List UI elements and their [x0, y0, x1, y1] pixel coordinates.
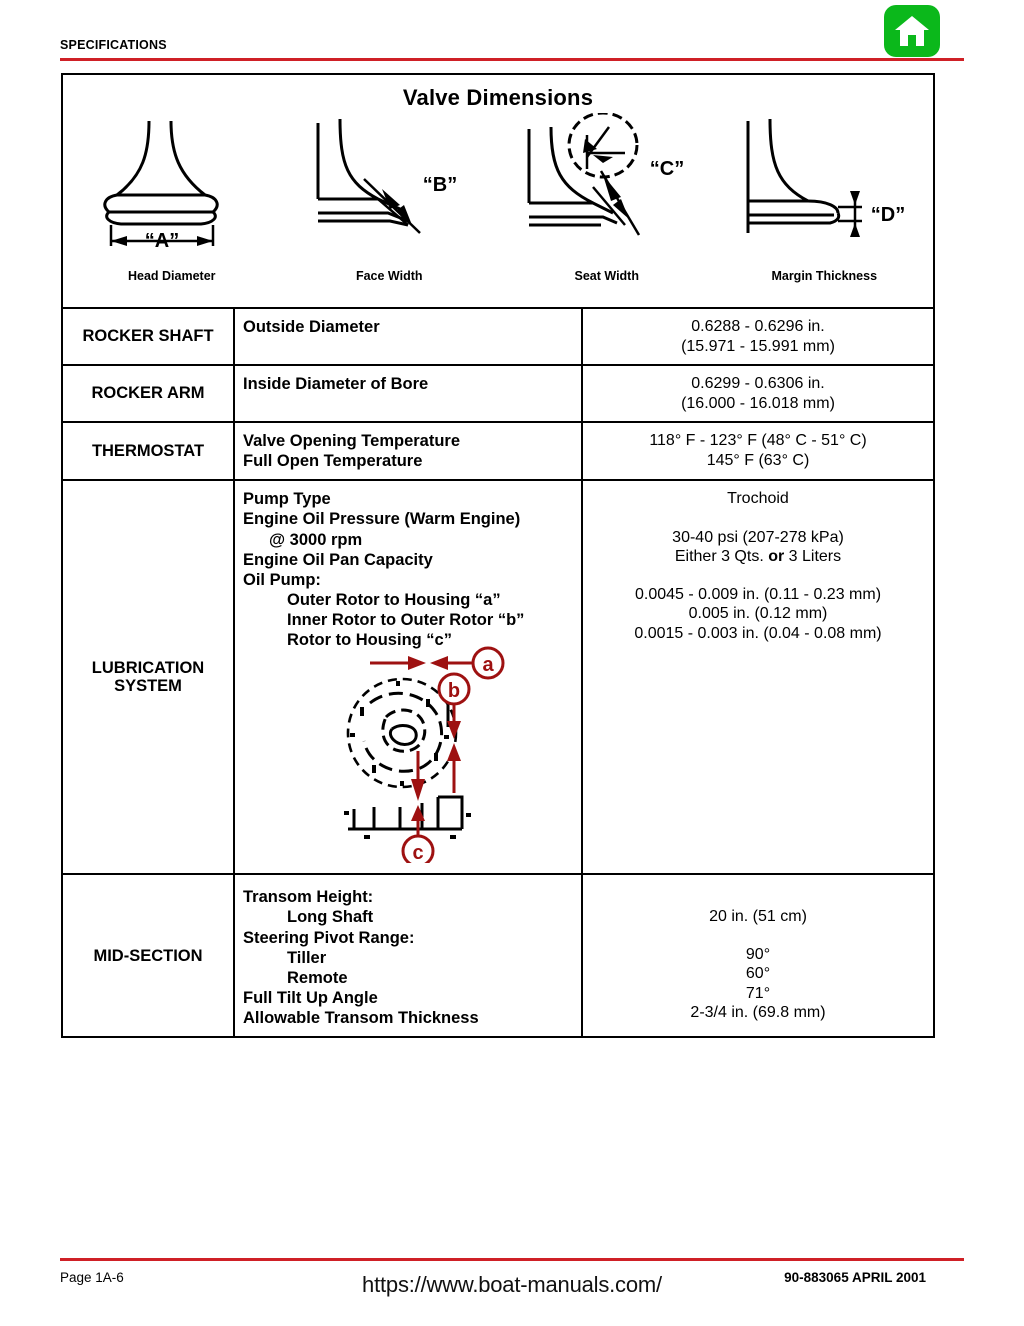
footer-divider [60, 1258, 964, 1261]
value-line-pan-capacity [587, 547, 929, 567]
value-line: 71° [745, 984, 771, 1002]
description-line: Valve Opening Temperature [243, 432, 461, 451]
table-row [63, 309, 933, 366]
pump-callout-c: c [412, 842, 424, 864]
value-line: 118° F - 123° F (48° C - 51° C) [649, 432, 867, 450]
valve-margin-thickness-diagram [734, 113, 914, 263]
value-line: 20 in. (51 cm) [709, 908, 807, 926]
description-line: Full Open Temperature [243, 452, 423, 471]
value-line: 145° F (63° C) [706, 451, 810, 469]
description-line: Rotor to Housing “c” [287, 631, 452, 650]
valve-caption-head-diameter: Head Diameter [127, 269, 216, 283]
page-title: SPECIFICATIONS [60, 38, 167, 52]
valve-head-diameter-figure [63, 113, 281, 303]
footer-document-code: 90-883065 APRIL 2001 [784, 1270, 926, 1285]
description-line: @ 3000 rpm [269, 530, 363, 549]
table-row [63, 423, 933, 481]
description-line: Allowable Transom Thickness [243, 1009, 479, 1028]
specifications-table [61, 73, 935, 1038]
row-category: MID-SECTION [63, 875, 235, 1036]
valve-label-c: “C” [649, 158, 684, 180]
row-description [235, 423, 583, 479]
description-line: Long Shaft [287, 908, 374, 927]
valve-label-d: “D” [871, 204, 906, 226]
description-line: Tiller [287, 948, 327, 967]
row-value [583, 366, 933, 421]
valve-margin-thickness-figure [716, 113, 934, 303]
description-line: Engine Oil Pressure (Warm Engine) [243, 510, 521, 529]
valve-label-b: “B” [423, 174, 458, 196]
category-line: SYSTEM [114, 677, 182, 696]
row-value [583, 875, 933, 1036]
row-description [235, 875, 583, 1036]
row-category [63, 481, 235, 873]
description-line: Transom Height: [243, 888, 374, 907]
row-description [235, 309, 583, 364]
pan-capacity-or: or [768, 548, 785, 566]
page-header [0, 0, 1024, 66]
value-line: 0.6299 - 0.6306 in. [691, 375, 825, 393]
footer-page-number: Page 1A-6 [60, 1270, 124, 1285]
description-line: Full Tilt Up Angle [243, 988, 378, 1007]
header-divider [60, 58, 964, 61]
description-line: Outer Rotor to Housing “a” [287, 590, 501, 609]
valve-label-a: “A” [144, 230, 179, 252]
description-line: Pump Type [243, 490, 331, 509]
description-line: Engine Oil Pan Capacity [243, 550, 433, 569]
valve-head-diameter-diagram [87, 113, 257, 263]
description-line: Remote [287, 968, 348, 987]
value-line: 0.6288 - 0.6296 in. [691, 318, 825, 335]
row-description [235, 481, 583, 873]
description-line: Outside Diameter [243, 318, 380, 336]
description-line: Inner Rotor to Outer Rotor “b” [287, 611, 525, 630]
valve-caption-margin-thickness: Margin Thickness [771, 269, 878, 283]
category-line: LUBRICATION [91, 658, 205, 677]
description-line: Steering Pivot Range: [243, 928, 415, 947]
row-category: THERMOSTAT [63, 423, 235, 479]
table-row [63, 481, 933, 875]
pan-capacity-post: 3 Liters [784, 548, 842, 566]
row-value [583, 481, 933, 873]
value-line: 90° [745, 945, 771, 963]
value-line: (15.971 - 15.991 mm) [681, 337, 835, 355]
value-line: 0.005 in. (0.12 mm) [688, 605, 828, 623]
row-description [235, 366, 583, 421]
valve-face-width-figure [281, 113, 499, 303]
pump-callout-a: a [482, 654, 494, 677]
valve-dimensions-panel [63, 75, 933, 309]
row-value [583, 309, 933, 364]
valve-seat-width-figure [498, 113, 716, 303]
valve-seat-width-diagram [517, 113, 697, 263]
value-line: 2-3/4 in. (69.8 mm) [690, 1004, 826, 1022]
description-line: Oil Pump: [243, 570, 321, 589]
valve-caption-seat-width: Seat Width [574, 269, 639, 283]
home-icon[interactable] [884, 5, 940, 57]
row-category: ROCKER SHAFT [63, 309, 235, 364]
valve-face-width-diagram [304, 113, 474, 263]
valve-caption-face-width: Face Width [355, 269, 423, 283]
value-line: 30-40 psi (207-278 kPa) [672, 528, 844, 546]
table-row [63, 875, 933, 1036]
row-value [583, 423, 933, 479]
value-line: Trochoid [727, 490, 789, 508]
pump-callout-b: b [447, 680, 461, 703]
table-row [63, 366, 933, 423]
description-line: Inside Diameter of Bore [243, 375, 429, 394]
footer-watermark-url[interactable]: https://www.boat-manuals.com/ [362, 1272, 662, 1297]
row-category: ROCKER ARM [63, 366, 235, 421]
valve-dimensions-title: Valve Dimensions [402, 85, 594, 110]
value-line: 0.0015 - 0.003 in. (0.04 - 0.08 mm) [634, 624, 882, 642]
value-line: (16.000 - 16.018 mm) [681, 394, 835, 412]
value-line: 0.0045 - 0.009 in. (0.11 - 0.23 mm) [634, 585, 882, 603]
value-line: 60° [745, 965, 771, 983]
oil-pump-clearance-diagram [330, 641, 530, 863]
pan-capacity-pre: Either 3 Qts. [674, 548, 769, 566]
